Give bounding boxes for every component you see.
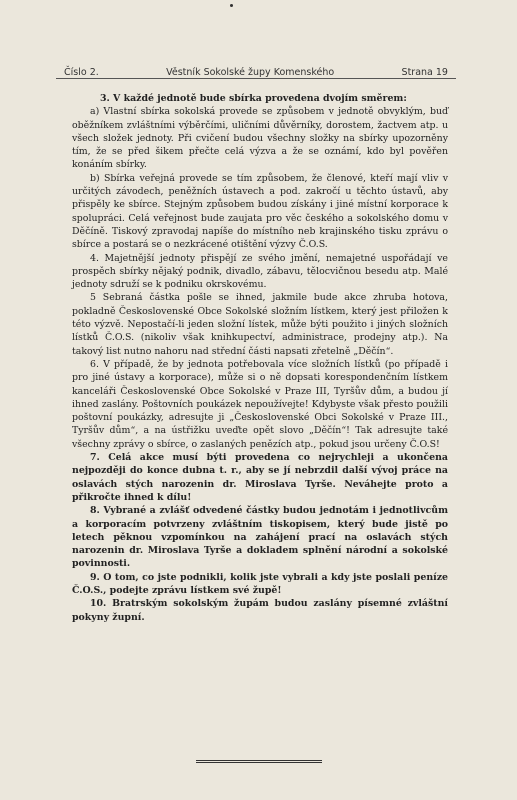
paragraph-9: 9. O tom, co jste podnikli, kolik jste vybrali a kdy jste poslali peníze Č.O.S., podejte zprávu lístkem své župě! [72,571,448,596]
page-number: Strana 19 [401,67,448,78]
paragraph-8: 8. Vybrané a zvlášť odvedené částky budou jednotám i jednotlivcům a korporacím potvrzeny zvláštním tiskopisem, který bude jistě po letech pěknou vzpomínkou na zahájení prací na oslavách stých narozenin dr. Miroslava Tyrše a dokladem splnění národní a sokolské povinnosti. [72,505,448,570]
paragraph-10: 10. Bratrským sokolským župám budou zaslány písemné zvláštní pokyny župní. [72,598,448,623]
issue-number: Číslo 2. [64,67,99,78]
closing-rule [196,760,322,763]
paragraph-3-intro: 3. V každé jednotě bude sbírka provedena dvojím směrem: [100,93,407,104]
journal-title: Věstník Sokolské župy Komenského [166,67,335,78]
paragraph-5: 5 Sebraná částka pošle se ihned, jakmile bude akce zhruba hotova, pokladně Československé Obce Sokolské složním lístkem, který jest přiložen k této výzvě. Nepostačí-li jeden složní lístek, může býti použito i jiných složních lístků Č.O.S. (nikoliv však knihkupectví, administrace, prodejny atp.). Na takový list nutno nahoru nad střední části napsati zřetelně „Děčín“. [72,292,448,357]
paragraph-3a: a) Vlastní sbírka sokolská provede se způsobem v jednotě obvyklým, buď oběžníkem zvláštními výběrčími, uličními důvěrníky, dorostem, žactvem atp. u všech složek jednoty. Při cvičení budou všechny složky na sbírky upozorněny tím, že se před šikem přečte celá výzva a že se oznámí, kdo byl pověřen konáním sbírky. [72,106,448,171]
header-rule [56,78,456,79]
paragraph-6: 6. V případě, že by jednota potřebovala více složních lístků (po případě i pro jiné ústavy a korporace), může si o ně dopsati korespondenčním lístkem kanceláři Československé Obce Sokolské v Praze III, Tyršův dům, a budou jí ihned zaslány. Poštovních poukázek nepoužívejte! Kdybyste však přesto použili poštovní poukázky, adresujte ji „Československé Obci Sokolské v Praze III., Tyršův dům“, a na ústřižku uveďte opět slovo „Děčín“! Tak adresujte také všechny zprávy o sbírce, o zaslaných penězích atp., pokud jsou určeny Č.O.S! [72,358,448,450]
print-speck [230,4,233,7]
paragraph-3b: b) Sbírka veřejná provede se tím způsobem, že členové, kteří mají vliv v určitých závodech, peněžních ústavech a pod. zakročí u těchto ústavů, aby přispěly ke sbírce. Stejným způsobem budou získány i jiné místní korporace k spolupráci. Celá veřejnost bude zaujata pro věc českého a sokolského domu v Děčíně. Tiskový zpravodaj napíše do místního neb krajinského tisku zprávu o sbírce a postará se o nezkrácené otištění výzvy Č.O.S. [72,172,448,251]
paragraph-4: 4. Majetnější jednoty přispějí ze svého jmění, nemajetné uspořádají ve prospěch sbírky nějaký podnik, divadlo, zábavu, tělocvičnou besedu atp. Malé jednoty sdruží se k podniku okrskovému. [72,252,448,291]
article-body [72,92,448,624]
paragraph-7: 7. Celá akce musí býti provedena co nejrychleji a ukončena nejpozději do konce dubna t. r., aby se jí nebrzdil další vývoj práce na oslavách stých narozenin dr. Miroslava Tyrše. Neváhejte proto a přikročte ihned k dílu! [72,452,448,503]
running-header [64,62,448,78]
